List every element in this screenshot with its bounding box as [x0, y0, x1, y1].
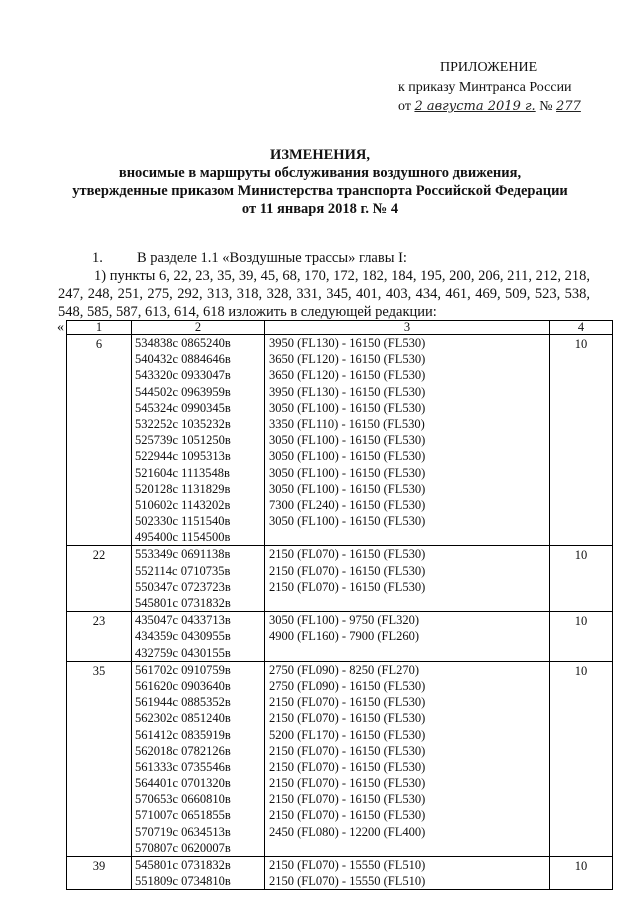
- opening-quote: «: [57, 320, 64, 335]
- point-number-cell: [67, 612, 132, 662]
- table-row: [67, 546, 613, 612]
- coordinate-line: 525739с 1051250в: [135, 433, 231, 448]
- coordinates-cell: [132, 661, 265, 856]
- coordinate-line: 545801с 0731832в: [135, 596, 231, 610]
- coordinate-line: 561412с 0835919в: [135, 727, 231, 742]
- table-row: [67, 857, 613, 890]
- width-cell: [550, 612, 613, 662]
- item-1-number: 1.: [92, 250, 103, 266]
- coordinates-cell: [132, 857, 265, 890]
- flight-level-line: 2150 (FL070) - 16150 (FL530): [269, 743, 426, 758]
- coordinate-line: 534838с 0865240в: [135, 336, 231, 350]
- flight-level-line: 3050 (FL100) - 16150 (FL530): [269, 481, 426, 496]
- width-cell: [550, 335, 613, 546]
- point-number-cell: [67, 661, 132, 856]
- number-prefix: №: [539, 99, 553, 114]
- document-heading: [0, 146, 640, 218]
- flight-level-line: 2150 (FL070) - 15550 (FL510): [269, 874, 426, 889]
- table-header-row: [67, 321, 613, 335]
- flight-levels-cell: [265, 857, 550, 890]
- flight-levels-cell: [265, 661, 550, 856]
- heading-line-2: вносимые в маршруты обслуживания воздушного движения,: [118, 165, 522, 181]
- flight-level-line: 3050 (FL100) - 9750 (FL320): [269, 613, 419, 628]
- coordinate-line: 432759с 0430155в: [135, 645, 231, 660]
- coordinate-line: 564401с 0701320в: [135, 776, 231, 791]
- width-cell: [550, 661, 613, 856]
- coordinate-line: 561620с 0903640в: [135, 678, 231, 693]
- route-width: 10: [574, 337, 588, 351]
- coordinates-cell: [132, 612, 265, 662]
- coordinate-line: 553349с 0691138в: [135, 547, 231, 562]
- flight-level-line: 2150 (FL070) - 16150 (FL530): [269, 792, 426, 807]
- handwritten-date: 2 августа 2019 г.: [414, 99, 536, 114]
- flight-level-line: 3050 (FL100) - 16150 (FL530): [269, 514, 426, 529]
- flight-level-line: 3050 (FL100) - 16150 (FL530): [269, 400, 426, 415]
- item-1-subitem: 1) пункты 6, 22, 23, 35, 39, 45, 68, 170, 172, 182, 184, 195, 200, 206, 211, 212, 218, 247, 248, 251, 275, 292, 313, 318, 328, 331, 345, 401, 403, 434, 461, 469, 509, 523, 538, 548, 585, 587, 613, 614, 618 изложить в следующей редакции:: [58, 268, 590, 320]
- appendix-date-line: [398, 97, 581, 116]
- coordinate-line: 544502с 0963959в: [135, 384, 231, 399]
- appendix-title: ПРИЛОЖЕНИЕ: [440, 60, 538, 75]
- header-col-2: 2: [132, 321, 265, 335]
- coordinate-line: 570653с 0660810в: [135, 792, 231, 807]
- coordinate-line: 540432с 0884646в: [135, 352, 231, 367]
- coordinate-line: 502330с 1151540в: [135, 514, 231, 529]
- flight-level-line: 2150 (FL070) - 16150 (FL530): [269, 776, 426, 791]
- coordinate-line: 520128с 1131829в: [135, 481, 231, 496]
- coordinate-line: 545801с 0731832в: [135, 858, 231, 872]
- width-cell: [550, 857, 613, 890]
- routes-table: [66, 320, 613, 890]
- flight-level-line: 2150 (FL070) - 16150 (FL530): [269, 579, 426, 594]
- coordinate-line: 561944с 0885352в: [135, 695, 231, 710]
- route-width: 10: [574, 663, 588, 678]
- coordinate-line: 510602с 1143202в: [135, 497, 231, 512]
- flight-level-line: 2150 (FL070) - 16150 (FL530): [269, 711, 426, 726]
- item-1-text: В разделе 1.1 «Воздушные трассы» главы I:: [137, 250, 407, 266]
- coordinates-cell: [132, 335, 265, 546]
- flight-level-line: 3050 (FL100) - 16150 (FL530): [269, 433, 426, 448]
- handwritten-number: 277: [556, 99, 581, 114]
- flight-level-line: 3950 (FL130) - 16150 (FL530): [269, 384, 426, 399]
- table-row: [67, 612, 613, 662]
- heading-line-4: от 11 января 2018 г. № 4: [241, 201, 399, 217]
- coordinate-line: 561702с 0910759в: [135, 662, 231, 677]
- flight-levels-cell: [265, 546, 550, 612]
- flight-level-line: 2150 (FL070) - 15550 (FL510): [269, 858, 426, 872]
- coordinate-line: 532252с 1035232в: [135, 416, 231, 431]
- coordinate-line: 522944с 1095313в: [135, 449, 231, 464]
- item-1: [92, 250, 407, 267]
- point-number-cell: [67, 857, 132, 890]
- point-number: 22: [92, 548, 106, 563]
- flight-level-line: 3650 (FL120) - 16150 (FL530): [269, 368, 426, 383]
- coordinates-cell: [132, 546, 265, 612]
- heading-line-3: утвержденные приказом Министерства транспорта Российской Федерации: [72, 183, 568, 199]
- appendix-order-ref: к приказу Минтранса России: [398, 80, 572, 95]
- point-number-cell: [67, 546, 132, 612]
- point-number-cell: [67, 335, 132, 546]
- flight-level-line: 2150 (FL070) - 16150 (FL530): [269, 547, 426, 562]
- flight-level-line: 2150 (FL070) - 16150 (FL530): [269, 563, 426, 578]
- coordinate-line: 552114с 0710735в: [135, 563, 231, 578]
- coordinate-line: 435047с 0433713в: [135, 613, 231, 628]
- flight-level-line: 3050 (FL100) - 16150 (FL530): [269, 449, 426, 464]
- point-number: 35: [92, 663, 106, 678]
- coordinate-line: 551809с 0734810в: [135, 874, 231, 889]
- heading-line-1: ИЗМЕНЕНИЯ,: [270, 147, 370, 163]
- flight-levels-cell: [265, 335, 550, 546]
- width-cell: [550, 546, 613, 612]
- flight-level-line: 2150 (FL070) - 16150 (FL530): [269, 695, 426, 710]
- header-col-1: 1: [67, 321, 132, 335]
- header-col-4: 4: [550, 321, 613, 335]
- coordinate-line: 571007с 0651855в: [135, 808, 231, 823]
- point-number: 6: [95, 337, 103, 351]
- coordinate-line: 562302с 0851240в: [135, 711, 231, 726]
- flight-level-line: 7300 (FL240) - 16150 (FL530): [269, 497, 426, 512]
- point-number: 39: [92, 859, 106, 873]
- flight-level-line: 3050 (FL100) - 16150 (FL530): [269, 465, 426, 480]
- flight-level-line: 2150 (FL070) - 16150 (FL530): [269, 759, 426, 774]
- flight-level-line: 3950 (FL130) - 16150 (FL530): [269, 336, 426, 350]
- table-row: [67, 335, 613, 546]
- point-number: 23: [92, 614, 106, 629]
- header-col-3: 3: [265, 321, 550, 335]
- flight-levels-cell: [265, 612, 550, 662]
- coordinate-line: 521604с 1113548в: [135, 465, 230, 480]
- coordinate-line: 561333с 0735546в: [135, 759, 231, 774]
- route-width: 10: [574, 548, 588, 563]
- from-prefix: от: [398, 99, 411, 114]
- flight-level-line: 2750 (FL090) - 16150 (FL530): [269, 678, 426, 693]
- flight-level-line: 3650 (FL120) - 16150 (FL530): [269, 352, 426, 367]
- coordinate-line: 495400с 1154500в: [135, 530, 231, 545]
- route-width: 10: [574, 859, 588, 873]
- coordinate-line: 543320с 0933047в: [135, 368, 231, 383]
- coordinate-line: 545324с 0990345в: [135, 400, 231, 415]
- flight-level-line: 3350 (FL110) - 16150 (FL530): [269, 416, 425, 431]
- coordinate-line: 570807с 0620007в: [135, 840, 231, 855]
- flight-level-line: 4900 (FL160) - 7900 (FL260): [269, 629, 419, 644]
- flight-level-line: 5200 (FL170) - 16150 (FL530): [269, 727, 426, 742]
- flight-level-line: 2450 (FL080) - 12200 (FL400): [269, 824, 426, 839]
- coordinate-line: 434359с 0430955в: [135, 629, 231, 644]
- coordinate-line: 570719с 0634513в: [135, 824, 231, 839]
- route-width: 10: [574, 614, 588, 629]
- coordinate-line: 562018с 0782126в: [135, 743, 231, 758]
- flight-level-line: 2150 (FL070) - 16150 (FL530): [269, 808, 426, 823]
- coordinate-line: 550347с 0723723в: [135, 579, 231, 594]
- flight-level-line: 2750 (FL090) - 8250 (FL270): [269, 662, 419, 677]
- table-row: [67, 661, 613, 856]
